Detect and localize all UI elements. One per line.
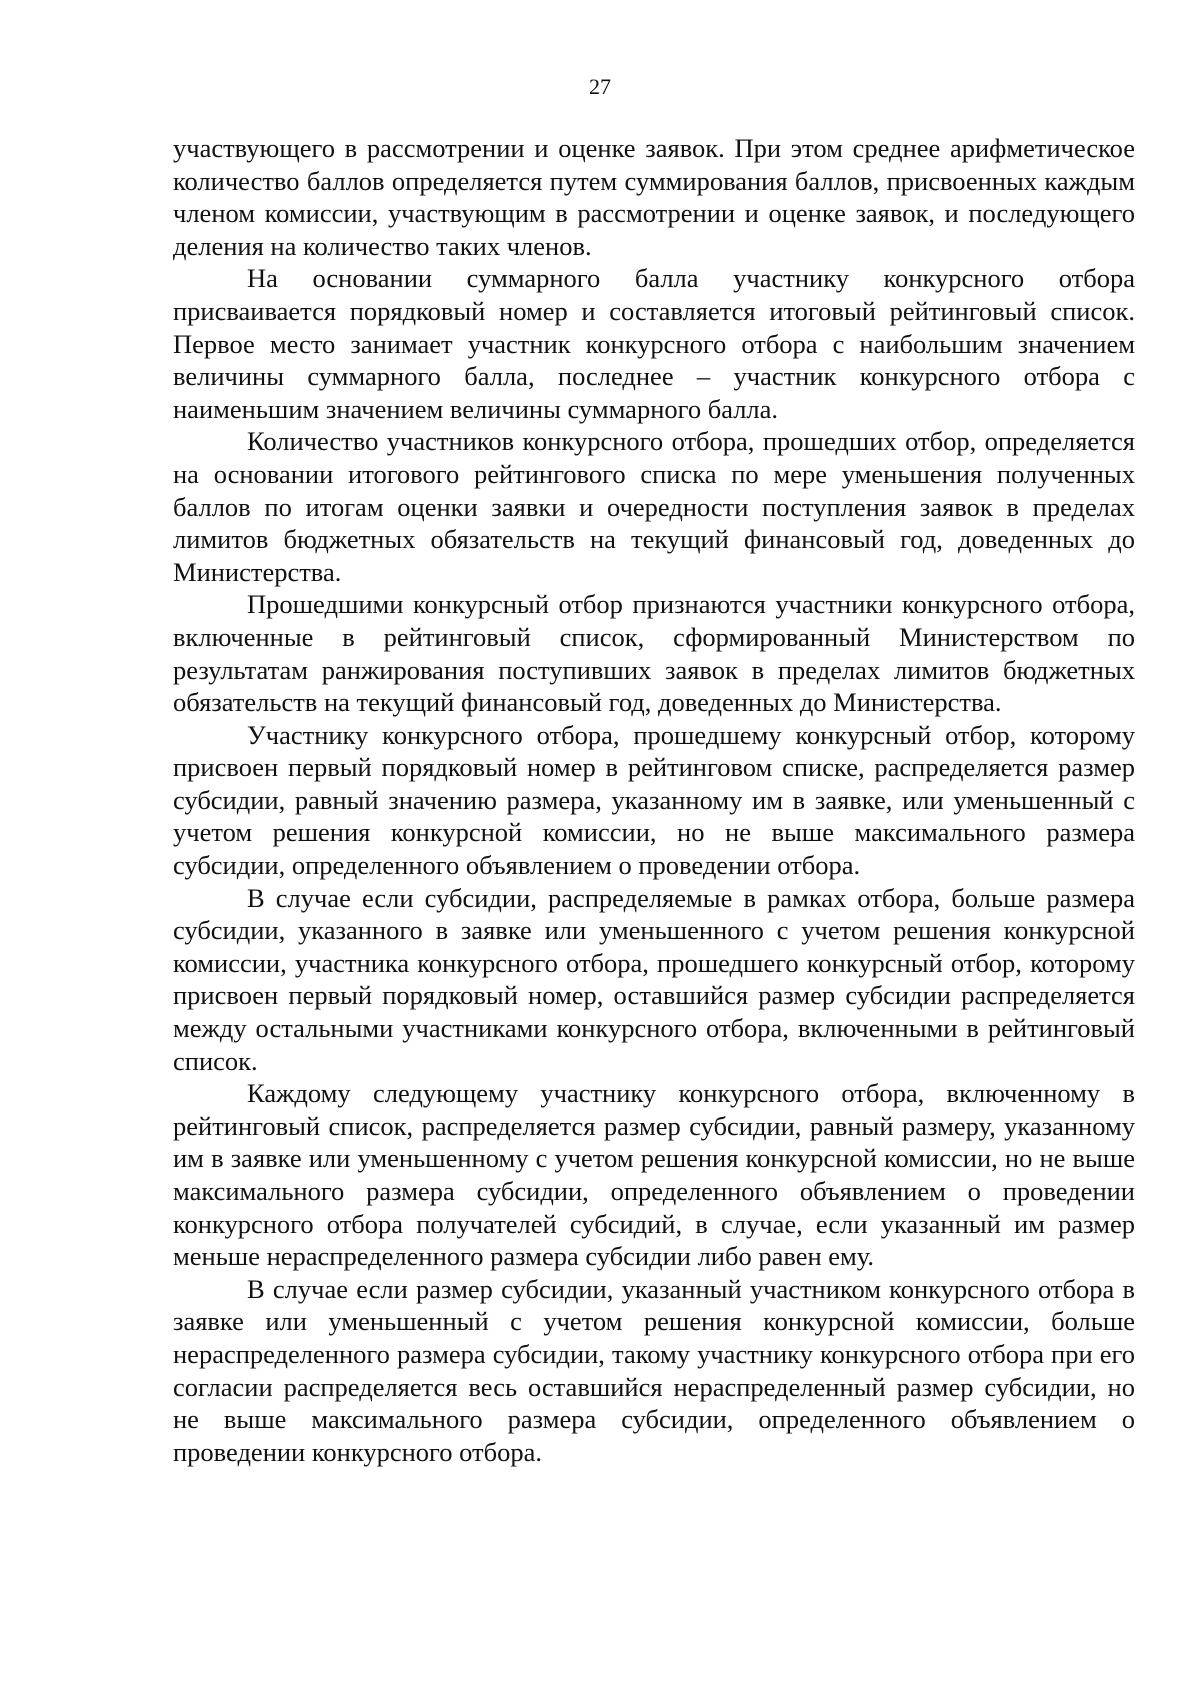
paragraph: Каждому следующему участнику конкурсного отбора, включенному в рейтинговый список, распределяется размер субсидии, равный размеру, указанному им в заявке или уменьшенному с учетом решения конкурсной комиссии, но не выше максимального размера субсидии, определенного объявлением о проведении конкурсного отбора получателей субсидий, в случае, если указанный им размер меньше нераспределенного размера субсидии либо равен ему. bbox=[173, 1078, 1135, 1272]
page-number: 27 bbox=[589, 74, 611, 99]
paragraph: В случае если размер субсидии, указанный участником конкурсного отбора в заявке или уменьшенный с учетом решения конкурсной комиссии, больше нераспределенного размера субсидии, такому участнику конкурсного отбора при его согласии распределяется весь оставшийся нераспределенный размер субсидии, но не выше максимального размера субсидии, определенного объявлением о проведении конкурсного отбора. bbox=[173, 1273, 1135, 1467]
paragraph-continuation: участвующего в рассмотрении и оценке заявок. При этом среднее арифметическое количество баллов определяется путем суммирования баллов, присвоенных каждым членом комиссии, участвующим в рассмотрении и оценке заявок, и последующего деления на количество таких членов. bbox=[173, 133, 1135, 261]
paragraph: В случае если субсидии, распределяемые в рамках отбора, больше размера субсидии, указанного в заявке или уменьшенного с учетом решения конкурсной комиссии, участника конкурсного отбора, прошедшего конкурсный отбор, которому присвоен первый порядковый номер, оставшийся размер субсидии распределяется между остальными участниками конкурсного отбора, включенными в рейтинговый список. bbox=[173, 882, 1135, 1076]
paragraph: Количество участников конкурсного отбора, прошедших отбор, определяется на основании итогового рейтингового списка по мере уменьшения полученных баллов по итогам оценки заявки и очередности поступления заявок в пределах лимитов бюджетных обязательств на текущий финансовый год, доведенных до Министерства. bbox=[173, 426, 1135, 587]
body-text bbox=[173, 132, 1135, 1468]
paragraph: Участнику конкурсного отбора, прошедшему конкурсный отбор, которому присвоен первый порядковый номер в рейтинговом списке, распределяется размер субсидии, равный значению размера, указанному им в заявке, или уменьшенный с учетом решения конкурсной комиссии, но не выше максимального размера субсидии, определенного объявлением о проведении отбора. bbox=[173, 719, 1135, 881]
paragraph: На основании суммарного балла участнику конкурсного отбора присваивается порядковый номер и составляется итоговый рейтинговый список. Первое место занимает участник конкурсного отбора с наибольшим значением величины суммарного балла, последнее – участник конкурсного отбора с наименьшим значением величины суммарного балла. bbox=[173, 263, 1135, 424]
paragraph: Прошедшими конкурсный отбор признаются участники конкурсного отбора, включенные в рейтинговый список, сформированный Министерством по результатам ранжирования поступивших заявок в пределах лимитов бюджетных обязательств на текущий финансовый год, доведенных до Министерства. bbox=[173, 589, 1135, 718]
